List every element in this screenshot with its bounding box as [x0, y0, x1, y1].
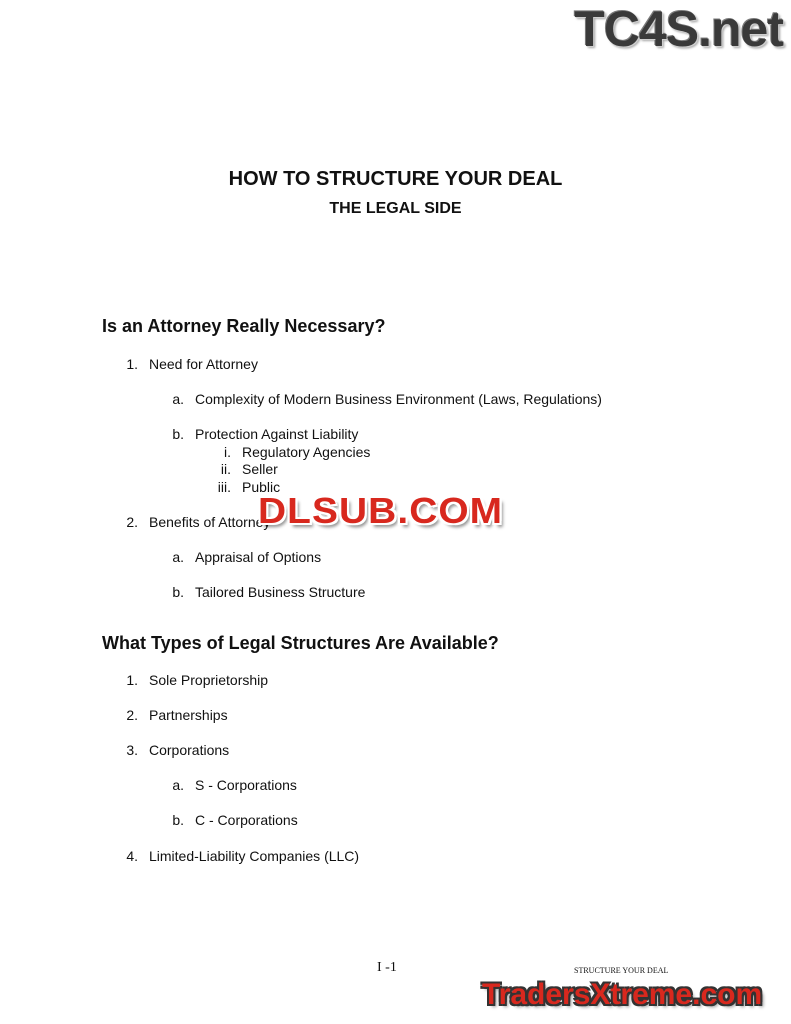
dlsub-watermark-logo: DLSUB.COM [258, 490, 504, 531]
list-item: Need for Attorney [149, 356, 258, 372]
page-number: I -1 [377, 960, 397, 975]
section-heading-attorney: Is an Attorney Really Necessary? [102, 316, 386, 336]
running-footer-title: STRUCTURE YOUR DEAL [574, 966, 669, 975]
list-number: 2. [126, 707, 138, 723]
list-number: 1. [126, 356, 138, 372]
list-subsubitem: Seller [242, 461, 278, 477]
list-item: Corporations [149, 742, 230, 758]
section-heading-legal-structures: What Types of Legal Structures Are Available? [102, 633, 499, 653]
list-number: 4. [126, 848, 138, 864]
list-letter: a. [172, 777, 184, 793]
tradersxtreme-watermark-logo: TradersXtreme.com [482, 978, 763, 1011]
list-letter: a. [172, 391, 184, 407]
list-letter: b. [172, 812, 184, 828]
list-roman: ii. [220, 461, 231, 477]
list-item: Partnerships [149, 707, 228, 723]
list-number: 2. [126, 514, 138, 530]
list-subitem: Appraisal of Options [195, 549, 322, 565]
list-item: Benefits of Attorney [149, 514, 271, 530]
tc4s-watermark-logo: TC4S.net [574, 1, 783, 57]
list-number: 3. [126, 742, 138, 758]
list-subitem: S - Corporations [195, 777, 297, 793]
list-subsubitem: Regulatory Agencies [242, 444, 371, 460]
list-subitem: Complexity of Modern Business Environment (Laws, Regulations) [195, 391, 602, 407]
list-subitem: Tailored Business Structure [195, 584, 366, 600]
list-subitem: Protection Against Liability [195, 426, 359, 442]
list-item: Limited-Liability Companies (LLC) [149, 848, 360, 864]
list-subitem: C - Corporations [195, 812, 298, 828]
list-letter: b. [172, 584, 184, 600]
document-subtitle: THE LEGAL SIDE [329, 200, 462, 217]
document-title: HOW TO STRUCTURE YOUR DEAL [228, 168, 563, 190]
list-subsubitem: Public [242, 479, 281, 495]
list-letter: a. [172, 549, 184, 565]
list-item: Sole Proprietorship [149, 672, 269, 688]
list-roman: iii. [217, 479, 231, 495]
list-number: 1. [126, 672, 138, 688]
list-letter: b. [172, 426, 184, 442]
list-roman: i. [224, 444, 231, 460]
